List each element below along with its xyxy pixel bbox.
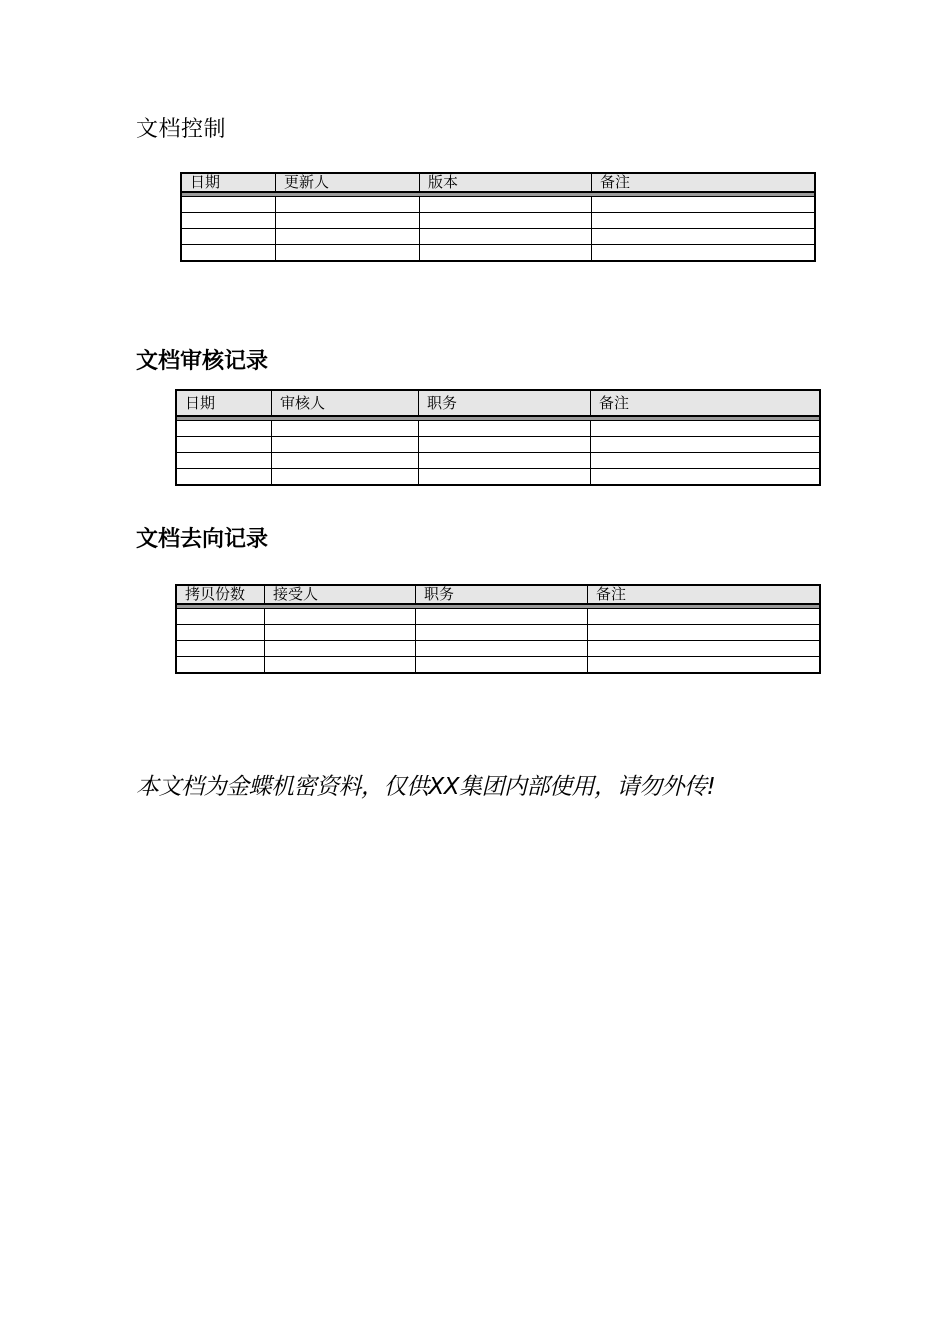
table-cell[interactable] [177, 625, 265, 640]
table-cell[interactable] [416, 609, 588, 624]
table-row [177, 640, 819, 656]
table-cell[interactable] [588, 657, 819, 672]
table-cell[interactable] [276, 197, 420, 212]
section-title-document-control: 文档控制 [136, 117, 227, 142]
column-header-date: 日期 [182, 174, 276, 191]
table-header-row [177, 586, 819, 605]
table-cell[interactable] [592, 197, 814, 212]
column-header-remarks: 备注 [599, 394, 630, 412]
table-cell[interactable] [419, 421, 591, 436]
column-header-recipient: 接受人 [265, 586, 416, 603]
table-cell[interactable] [182, 245, 276, 260]
table-cell[interactable] [592, 229, 814, 244]
document-control-table [180, 172, 816, 262]
table-cell[interactable] [265, 609, 416, 624]
table-cell[interactable] [419, 437, 591, 452]
table-header-row [182, 174, 814, 193]
table-cell[interactable] [265, 625, 416, 640]
column-header-remarks: 备注 [600, 174, 631, 191]
table-cell[interactable] [177, 609, 265, 624]
table-cell[interactable] [592, 213, 814, 228]
column-header-remarks: 备注 [596, 586, 627, 603]
table-cell[interactable] [177, 421, 272, 436]
table-cell[interactable] [182, 197, 276, 212]
column-header-position: 职务 [416, 586, 588, 603]
table-header-row [177, 391, 819, 417]
table-row [182, 212, 814, 228]
table-cell[interactable] [182, 213, 276, 228]
table-cell[interactable] [591, 453, 819, 468]
table-row [177, 608, 819, 624]
table-row [177, 436, 819, 452]
confidentiality-notice: 本文档为金蝶机密资料，仅供XX集团内部使用，请勿外传! [136, 774, 716, 800]
table-cell[interactable] [420, 197, 592, 212]
table-cell[interactable] [276, 245, 420, 260]
table-cell[interactable] [419, 469, 591, 484]
table-cell[interactable] [588, 609, 819, 624]
column-header-copy-count: 拷贝份数 [177, 586, 265, 603]
table-cell[interactable] [419, 453, 591, 468]
table-row [177, 420, 819, 436]
column-header-updater: 更新人 [276, 174, 420, 191]
table-cell[interactable] [592, 245, 814, 260]
review-record-table [175, 389, 821, 486]
table-cell[interactable] [276, 213, 420, 228]
table-cell[interactable] [265, 641, 416, 656]
table-row [177, 624, 819, 640]
table-cell[interactable] [420, 245, 592, 260]
column-header-version: 版本 [420, 174, 592, 191]
table-row [182, 196, 814, 212]
table-row [177, 656, 819, 672]
table-cell[interactable] [420, 229, 592, 244]
table-cell[interactable] [272, 421, 419, 436]
table-cell[interactable] [177, 641, 265, 656]
table-row [177, 468, 819, 484]
column-header-position: 职务 [419, 391, 591, 415]
table-cell[interactable] [416, 641, 588, 656]
table-cell[interactable] [588, 625, 819, 640]
table-cell[interactable] [588, 641, 819, 656]
table-cell[interactable] [591, 421, 819, 436]
table-cell[interactable] [177, 453, 272, 468]
table-cell[interactable] [416, 625, 588, 640]
table-cell[interactable] [272, 469, 419, 484]
table-cell[interactable] [272, 437, 419, 452]
table-cell[interactable] [182, 229, 276, 244]
table-row [177, 452, 819, 468]
column-header-reviewer: 审核人 [272, 391, 419, 415]
table-cell[interactable] [591, 437, 819, 452]
column-header-date: 日期 [177, 391, 272, 415]
table-cell[interactable] [177, 657, 265, 672]
table-row [182, 244, 814, 260]
table-cell[interactable] [591, 469, 819, 484]
table-cell[interactable] [177, 469, 272, 484]
distribution-record-table [175, 584, 821, 674]
table-cell[interactable] [416, 657, 588, 672]
table-cell[interactable] [177, 437, 272, 452]
table-cell[interactable] [272, 453, 419, 468]
table-row [182, 228, 814, 244]
section-title-distribution-record: 文档去向记录 [136, 527, 269, 552]
table-cell[interactable] [420, 213, 592, 228]
table-cell[interactable] [276, 229, 420, 244]
table-cell[interactable] [265, 657, 416, 672]
section-title-review-record: 文档审核记录 [136, 349, 269, 374]
